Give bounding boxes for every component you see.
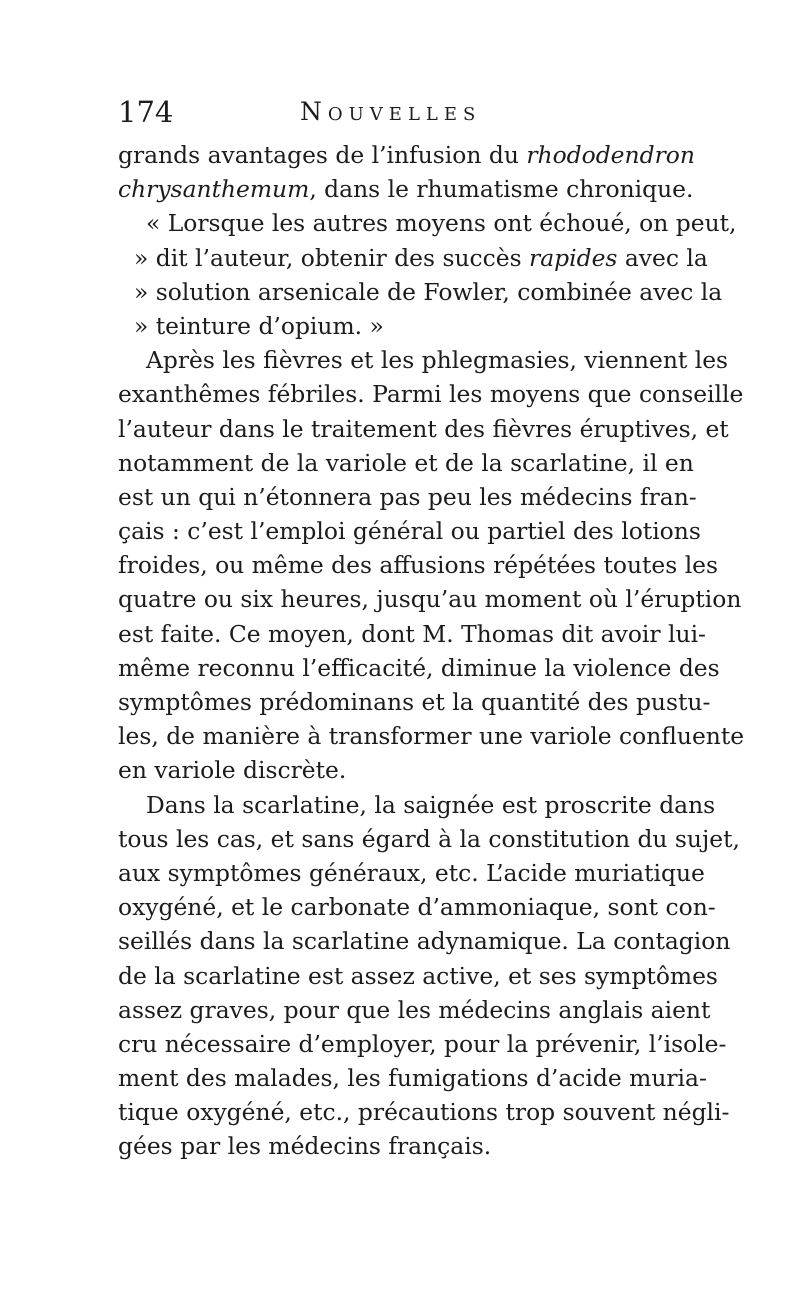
text-line: de la scarlatine est assez active, et ses symptômes [118,961,718,990]
text-line: ment des malades, les fumigations d’acide muria- [118,1064,707,1093]
text-line: notamment de la variole et de la scarlatine, il en [118,448,694,477]
running-head: Nouvelles [300,97,482,126]
page-number: 174 [118,95,174,129]
text-line: même reconnu l’efficacité, diminue la violence des [118,653,720,682]
text-line: gées par les médecins français. [118,1132,492,1161]
text-line: tique oxygéné, etc., précautions trop souvent négli- [118,1098,730,1127]
text-line: grands avantages de l’infusion du rhododendron [118,141,695,169]
text-line: l’auteur dans le traitement des fièvres éruptives, et [118,414,729,443]
text-line: cru nécessaire d’employer, pour la prévenir, l’isole- [118,1029,727,1058]
text-line: est faite. Ce moyen, dont M. Thomas dit avoir lui- [118,619,706,648]
text-line: oxygéné, et le carbonate d’ammoniaque, sont con- [118,893,716,922]
text-line: quatre ou six heures, jusqu’au moment où l’éruption [118,585,742,614]
text-line: Après les fièvres et les phlegmasies, viennent les [146,346,729,375]
quote-line: » solution arsenicale de Fowler, combinée avec la [134,277,723,306]
text-line: Dans la scarlatine, la saignée est proscrite dans [146,790,716,819]
page-header [118,92,688,136]
text-line: est un qui n’étonnera pas peu les médecins fran- [118,482,697,511]
text-line: assez graves, pour que les médecins anglais aient [118,995,711,1024]
text-line: les, de manière à transformer une variole confluente [118,722,745,751]
quote-line: » teinture d’opium. » [134,311,384,340]
text-line: aux symptômes généraux, etc. L’acide muriatique [118,858,705,887]
text-line: symptômes prédominans et la quantité des pustu- [118,688,711,716]
text-line: tous les cas, et sans égard à la constitution du sujet, [118,824,740,853]
text-line: seillés dans la scarlatine adynamique. La contagion [118,927,731,956]
text-line: froides, ou même des affusions répétées toutes les [118,551,719,580]
text-line: exanthêmes fébriles. Parmi les moyens que conseille [118,380,744,409]
quote-line: » dit l’auteur, obtenir des succès rapides avec la [134,243,708,272]
text-line: çais : c’est l’emploi général ou partiel des lotions [118,517,701,546]
quote-line: « Lorsque les autres moyens ont échoué, on peut, [146,209,737,238]
text-line: en variole discrète. [118,756,347,785]
body-text [118,138,745,1164]
text-line: chrysanthemum, dans le rhumatisme chronique. [118,175,694,204]
